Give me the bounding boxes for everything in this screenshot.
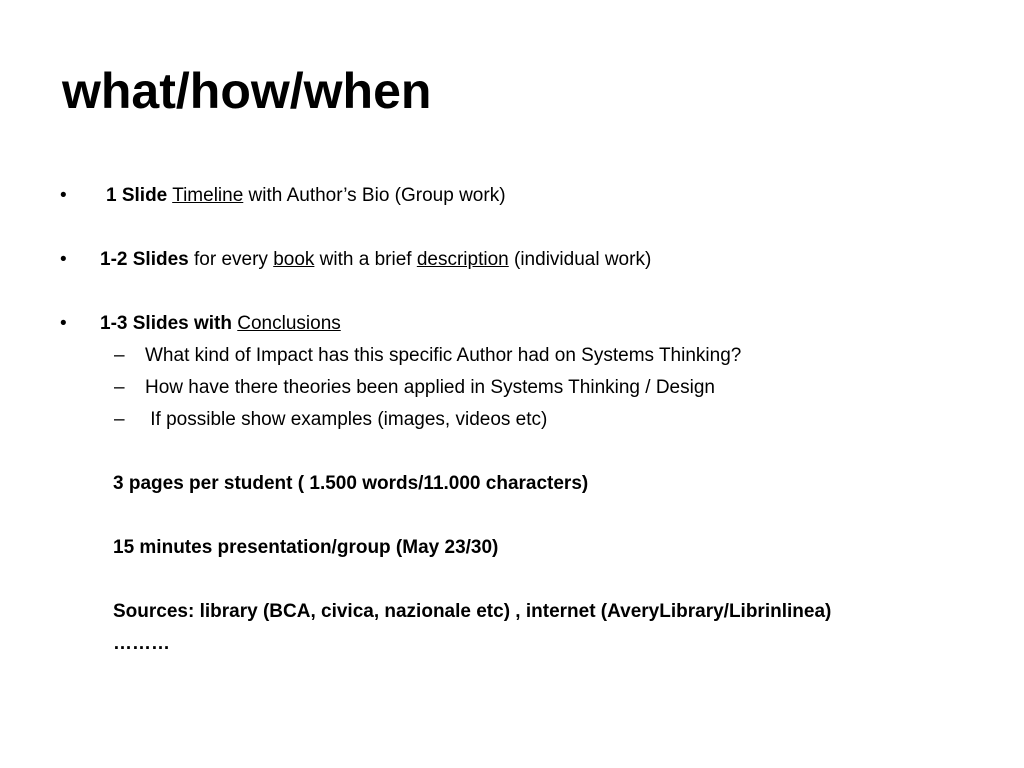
dash-marker: – bbox=[114, 345, 125, 366]
sub-bullet-theories: How have there theories been applied in Systems Thinking / Design bbox=[145, 377, 715, 398]
bullet-marker: • bbox=[60, 249, 67, 270]
note-presentation: 15 minutes presentation/group (May 23/30) bbox=[113, 537, 499, 558]
bullet-text: (individual work) bbox=[508, 249, 652, 270]
bullet-text: with Author’s Bio (Group work) bbox=[243, 185, 506, 206]
conclusions-link: Conclusions bbox=[237, 313, 341, 334]
note-sources: Sources: library (BCA, civica, nazionale etc) , internet (AveryLibrary/Librinlinea) bbox=[113, 601, 832, 622]
bullet-book-slides bbox=[100, 248, 651, 272]
dash-marker: – bbox=[114, 409, 125, 430]
note-ellipsis: ……… bbox=[113, 633, 170, 654]
bullet-marker: • bbox=[60, 313, 67, 334]
bullet-conclusions bbox=[100, 312, 341, 336]
sub-bullet-impact: What kind of Impact has this specific Author had on Systems Thinking? bbox=[145, 345, 742, 366]
bullet-text: with a brief bbox=[314, 249, 417, 270]
bullet-marker: • bbox=[60, 185, 67, 206]
bullet-text: for every bbox=[188, 249, 274, 270]
timeline-link: Timeline bbox=[172, 185, 244, 206]
bullet-bold-text: 1-3 Slides with bbox=[100, 313, 232, 334]
note-pages: 3 pages per student ( 1.500 words/11.000 characters) bbox=[113, 473, 589, 494]
description-link: description bbox=[416, 249, 509, 270]
slide-title: what/how/when bbox=[62, 63, 432, 119]
sub-bullet-examples: If possible show examples (images, videos etc) bbox=[145, 409, 548, 430]
book-link: book bbox=[273, 249, 315, 270]
bullet-bold-text: 1 Slide bbox=[106, 185, 168, 206]
dash-marker: – bbox=[114, 377, 125, 398]
bullet-bold-text: 1-2 Slides bbox=[100, 249, 189, 270]
bullet-timeline bbox=[106, 184, 506, 208]
